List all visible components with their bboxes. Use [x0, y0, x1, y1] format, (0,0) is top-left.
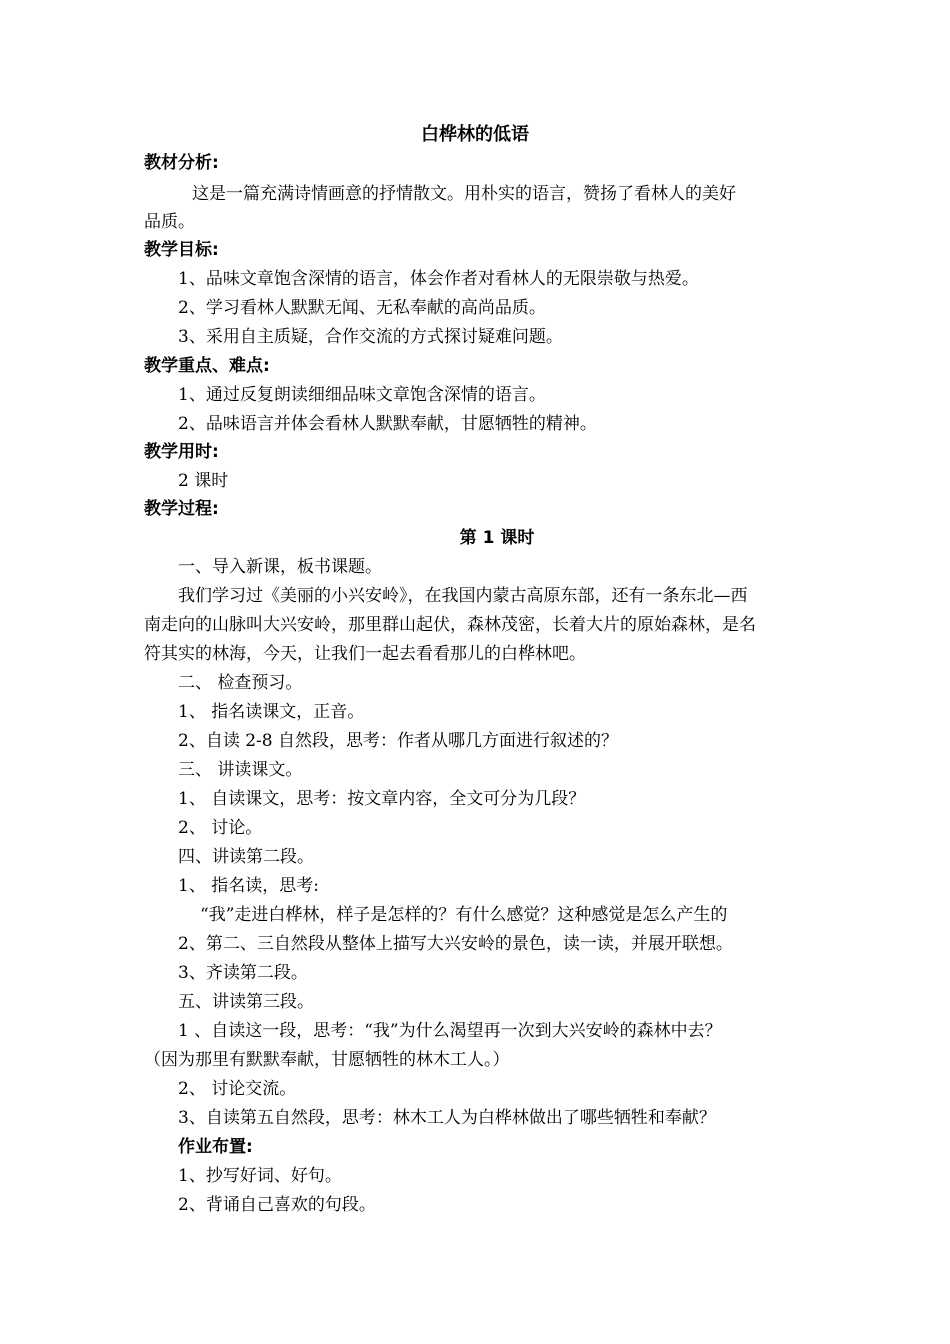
step-heading: 一、导入新课，板书课题。: [178, 557, 382, 577]
homework-heading: 作业布置:: [178, 1137, 253, 1157]
step-item: 1、 指名读，思考:: [178, 876, 319, 896]
step-item: 2、 讨论。: [178, 818, 263, 838]
step-item: 2、第二、三自然段从整体上描写大兴安岭的景色，读一读，并展开联想。: [178, 934, 733, 954]
step-item: 1、 指名读课文，正音。: [178, 702, 365, 722]
intro-line: 符其实的林海，今天，让我们一起去看看那儿的白桦林吧。: [144, 644, 586, 664]
keypoints-heading: 教学重点、难点:: [144, 356, 270, 376]
analysis-paragraph-line: 品质。: [144, 212, 195, 232]
step-heading: 二、 检查预习。: [178, 673, 303, 693]
step-heading: 三、 讲读课文。: [178, 760, 303, 780]
lesson-title: 第 1 课时: [459, 528, 535, 548]
goals-heading: 教学目标:: [144, 240, 219, 260]
analysis-heading: 教材分析:: [144, 153, 219, 173]
goal-item: 1、品味文章饱含深情的语言，体会作者对看林人的无限崇敬与热爱。: [178, 269, 699, 289]
goal-item: 2、学习看林人默默无闻、无私奉献的高尚品质。: [178, 298, 546, 318]
analysis-paragraph-line: 这是一篇充满诗情画意的抒情散文。用朴实的语言，赞扬了看林人的美好: [192, 184, 736, 204]
homework-item: 2、背诵自己喜欢的句段。: [178, 1195, 376, 1215]
homework-item: 1、抄写好词、好句。: [178, 1166, 342, 1186]
step-item: 1 、自读这一段，思考：“我”为什么渴望再一次到大兴安岭的森林中去？: [178, 1021, 722, 1041]
step-answer: （因为那里有默默奉献，甘愿牺牲的林木工人。）: [144, 1050, 510, 1070]
step-item: 3、齐读第二段。: [178, 963, 308, 983]
intro-line: 我们学习过《美丽的小兴安岭》，在我国内蒙古高原东部，还有一条东北—西: [178, 586, 748, 606]
step-item: 2、 讨论交流。: [178, 1079, 297, 1099]
step-heading: 五、讲读第三段。: [178, 992, 314, 1012]
step-item: 1、 自读课文，思考：按文章内容，全文可分为几段？: [178, 789, 586, 809]
time-value: 2 课时: [178, 471, 229, 491]
step-item: 3、自读第五自然段，思考：林木工人为白桦林做出了哪些牺牲和奉献？: [178, 1108, 716, 1128]
intro-line: 南走向的山脉叫大兴安岭，那里群山起伏，森林茂密，长着大片的原始森林，是名: [144, 615, 756, 635]
document-title: 白桦林的低语: [421, 124, 529, 145]
step-heading: 四、讲读第二段。: [178, 847, 314, 867]
process-heading: 教学过程:: [144, 499, 219, 519]
keypoint-item: 1、通过反复朗读细细品味文章饱含深情的语言。: [178, 385, 546, 405]
step-question: “我”走进白桦林，样子是怎样的？有什么感觉？这种感觉是怎么产生的: [200, 905, 728, 925]
time-heading: 教学用时:: [144, 442, 219, 462]
goal-item: 3、采用自主质疑，合作交流的方式探讨疑难问题。: [178, 327, 563, 347]
keypoint-item: 2、品味语言并体会看林人默默奉献，甘愿牺牲的精神。: [178, 414, 597, 434]
step-item: 2、自读 2-8 自然段，思考：作者从哪几方面进行叙述的？: [178, 731, 618, 751]
